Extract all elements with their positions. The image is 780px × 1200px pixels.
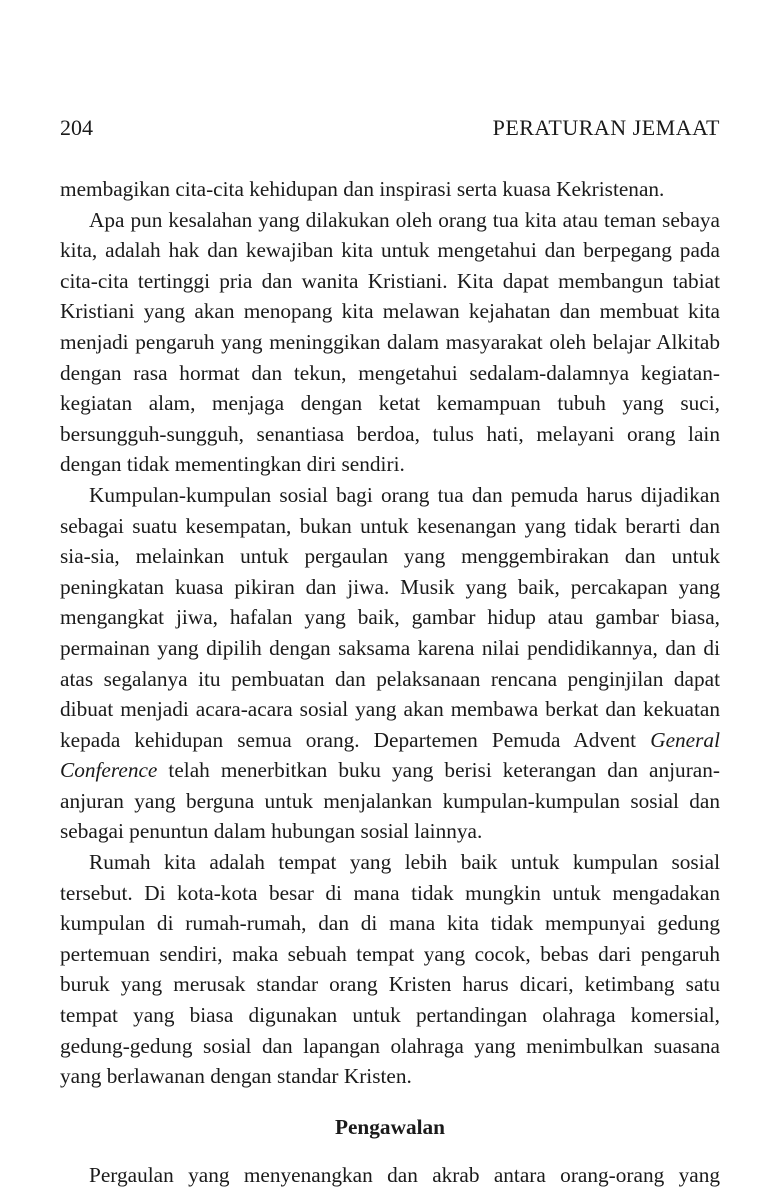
paragraph-text: telah menerbitkan buku yang berisi keterangan dan anjuran-anjuran yang berguna untuk menjalankan kumpulan-kumpulan sosial dan sebagai penuntun dalam hubungan sosial lainnya. — [60, 758, 720, 844]
page-number: 204 — [60, 115, 93, 140]
paragraph: Apa pun kesalahan yang dilakukan oleh orang tua kita atau teman sebaya kita, adalah hak dan kewajiban kita untuk mengetahui dan berpegang pada cita-cita tertinggi pria dan wanita Kristiani. Kita dapat membangun tabiat Kristiani yang akan menopang kita melawan kejahatan dan membuat kita menjadi pengaruh yang meninggikan dalam masyarakat oleh belajar Alkitab dengan rasa hormat dan tekun, mengetahui sedalam-dalamnya kegiatan-kegiatan alam, menjaga dengan ketat kemampuan tubuh yang suci, bersungguh-sungguh, senantiasa berdoa, tulus hati, melayani orang lain dengan tidak mementingkan diri sendiri. — [60, 207, 720, 477]
italic-term: General Conference — [60, 727, 720, 783]
running-title: PERATURAN JEMAAT — [492, 115, 720, 140]
paragraph: Pergaulan yang menyenangkan dan akrab antara orang-orang yang — [89, 1162, 720, 1187]
paragraph: Rumah kita adalah tempat yang lebih baik untuk kumpulan sosial tersebut. Di kota-kota besar di mana tidak mungkin untuk mengadakan kumpulan di rumah-rumah, dan di mana kita tidak mempunyai gedung pertemuan sendiri, maka sebuah tempat yang cocok, bebas dari pengaruh buruk yang merusak standar orang Kristen harus dicari, ketimbang satu tempat yang biasa digunakan untuk pertandingan olahraga komersial, gedung-gedung sosial dan lapangan olahraga yang menimbulkan suasana yang berlawanan dengan standar Kristen. — [60, 850, 720, 1089]
paragraph-continuation: membagikan cita-cita kehidupan dan inspirasi serta kuasa Kekristenan. — [60, 177, 665, 201]
paragraph-text: Kumpulan-kumpulan sosial bagi orang tua dan pemuda harus dijadikan sebagai suatu kesempatan, bukan untuk kesenangan yang tidak berarti dan sia-sia, melainkan untuk pergaulan yang menggembirakan dan untuk peningkatan kuasa pikiran dan jiwa. Musik yang baik, percakapan yang mengangkat jiwa, hafalan yang baik, gambar hidup atau gambar biasa, permainan yang dipilih dengan saksama karena nilai pendidikannya, dan di atas segalanya itu pembuatan dan pelaksanaan rencana penginjilan dapat dibuat menjadi acara-acara sosial yang akan membawa berkat dan kekuatan kepada kehidupan semua orang. Departemen Pemuda Advent — [60, 482, 720, 752]
section-heading: Pengawalan — [334, 1114, 446, 1139]
paragraph — [60, 480, 720, 847]
running-head — [60, 115, 720, 141]
body-text — [60, 174, 720, 1190]
